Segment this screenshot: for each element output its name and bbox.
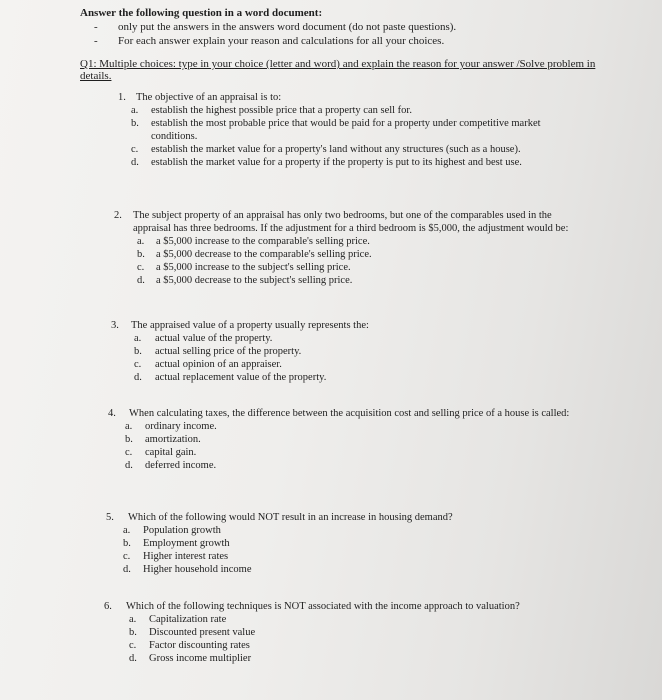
question-number: 1.	[118, 92, 126, 103]
question-text: The objective of an appraisal is to:	[136, 92, 282, 103]
option-text: deferred income.	[145, 460, 217, 471]
option-text: Population growth	[143, 525, 221, 536]
option-b	[114, 248, 584, 261]
question-number: 2.	[114, 210, 122, 221]
instruction-bullet	[80, 34, 456, 48]
question-4	[108, 407, 578, 472]
option-letter: c.	[137, 262, 145, 273]
option-letter: b.	[134, 346, 142, 357]
bullet-dash: -	[94, 21, 98, 33]
option-a	[114, 235, 584, 248]
option-c	[118, 143, 558, 156]
option-text: Factor discounting rates	[149, 640, 250, 651]
option-b	[108, 433, 578, 446]
option-text: establish the most probable price that would be paid for a property under competitive market conditions.	[151, 118, 541, 142]
question-stem	[106, 511, 576, 524]
option-text: actual value of the property.	[155, 333, 273, 344]
question-number: 6.	[104, 601, 112, 612]
question-stem	[104, 600, 604, 613]
option-text: ordinary income.	[145, 421, 217, 432]
question-stem	[114, 209, 584, 235]
option-d	[106, 563, 576, 576]
option-d	[118, 156, 558, 169]
option-letter: b.	[123, 538, 131, 549]
option-text: a $5,000 decrease to the subject's selling price.	[156, 275, 353, 286]
instruction-text: only put the answers in the answers word document (do not paste questions).	[118, 21, 457, 33]
question-text: Which of the following would NOT result in an increase in housing demand?	[128, 512, 453, 523]
option-text: a $5,000 increase to the comparable's selling price.	[156, 236, 370, 247]
option-text: establish the market value for a property if the property is put to its highest and best use.	[151, 157, 522, 168]
question-5	[106, 511, 576, 576]
option-text: a $5,000 decrease to the comparable's selling price.	[156, 249, 372, 260]
option-letter: a.	[123, 525, 131, 536]
instructions-header	[80, 6, 456, 48]
option-text: Discounted present value	[149, 627, 256, 638]
option-d	[114, 274, 584, 287]
option-a	[106, 524, 576, 537]
option-letter: a.	[129, 614, 137, 625]
option-letter: c.	[129, 640, 137, 651]
option-letter: b.	[129, 627, 137, 638]
option-c	[114, 261, 584, 274]
instruction-text: For each answer explain your reason and calculations for all your choices.	[118, 35, 445, 47]
question-3	[111, 319, 571, 384]
option-a	[108, 420, 578, 433]
option-letter: b.	[125, 434, 133, 445]
option-text: Capitalization rate	[149, 614, 227, 625]
option-letter: a.	[134, 333, 142, 344]
option-text: Employment growth	[143, 538, 230, 549]
option-text: capital gain.	[145, 447, 197, 458]
question-text: Which of the following techniques is NOT associated with the income approach to valuation?	[126, 601, 520, 612]
option-letter: b.	[137, 249, 145, 260]
option-letter: c.	[131, 144, 139, 155]
instruction-bullet	[80, 20, 456, 34]
option-text: Higher household income	[143, 564, 252, 575]
option-text: Higher interest rates	[143, 551, 229, 562]
bullet-dash: -	[94, 35, 98, 47]
question-2	[114, 209, 584, 287]
option-b	[111, 345, 571, 358]
option-letter: a.	[125, 421, 133, 432]
option-text: a $5,000 increase to the subject's selling price.	[156, 262, 351, 273]
option-letter: c.	[134, 359, 142, 370]
option-letter: b.	[131, 118, 139, 129]
question-6	[104, 600, 604, 665]
question-stem	[111, 319, 571, 332]
question-1	[118, 91, 558, 169]
option-letter: d.	[125, 460, 133, 471]
question-text: The appraised value of a property usually represents the:	[131, 320, 369, 331]
question-text: The subject property of an appraisal has only two bedrooms, but one of the comparables used in the appraisal has three bedrooms. If the adjustment for a third bedroom is $5,000, the adjustment would be:	[133, 210, 569, 234]
section-intro: Q1: Multiple choices: type in your choice (letter and word) and explain the reason for your answer /Solve problem in details.	[80, 58, 596, 82]
option-letter: d.	[129, 653, 137, 664]
option-c	[111, 358, 571, 371]
option-b	[118, 117, 558, 143]
question-stem	[118, 91, 558, 104]
option-letter: c.	[123, 551, 131, 562]
option-text: amortization.	[145, 434, 201, 445]
option-text: actual selling price of the property.	[155, 346, 302, 357]
option-letter: a.	[137, 236, 145, 247]
option-a	[111, 332, 571, 345]
option-d	[104, 652, 604, 665]
option-d	[111, 371, 571, 384]
option-text: establish the market value for a property's land without any structures (such as a house).	[151, 144, 521, 155]
option-letter: d.	[137, 275, 145, 286]
question-text: When calculating taxes, the difference between the acquisition cost and selling price of a house is called:	[129, 408, 570, 419]
option-b	[106, 537, 576, 550]
instructions-title: Answer the following question in a word document:	[80, 7, 323, 19]
option-letter: c.	[125, 447, 133, 458]
question-number: 5.	[106, 512, 114, 523]
option-text: actual replacement value of the property.	[155, 372, 327, 383]
option-b	[104, 626, 604, 639]
option-c	[104, 639, 604, 652]
option-d	[108, 459, 578, 472]
question-number: 3.	[111, 320, 119, 331]
option-letter: a.	[131, 105, 139, 116]
option-text: Gross income multiplier	[149, 653, 252, 664]
option-letter: d.	[123, 564, 131, 575]
option-letter: d.	[134, 372, 142, 383]
question-number: 4.	[108, 408, 116, 419]
option-a	[104, 613, 604, 626]
option-c	[106, 550, 576, 563]
option-a	[118, 104, 558, 117]
question-stem	[108, 407, 578, 420]
option-c	[108, 446, 578, 459]
option-letter: d.	[131, 157, 139, 168]
option-text: establish the highest possible price that a property can sell for.	[151, 105, 412, 116]
option-text: actual opinion of an appraiser.	[155, 359, 282, 370]
